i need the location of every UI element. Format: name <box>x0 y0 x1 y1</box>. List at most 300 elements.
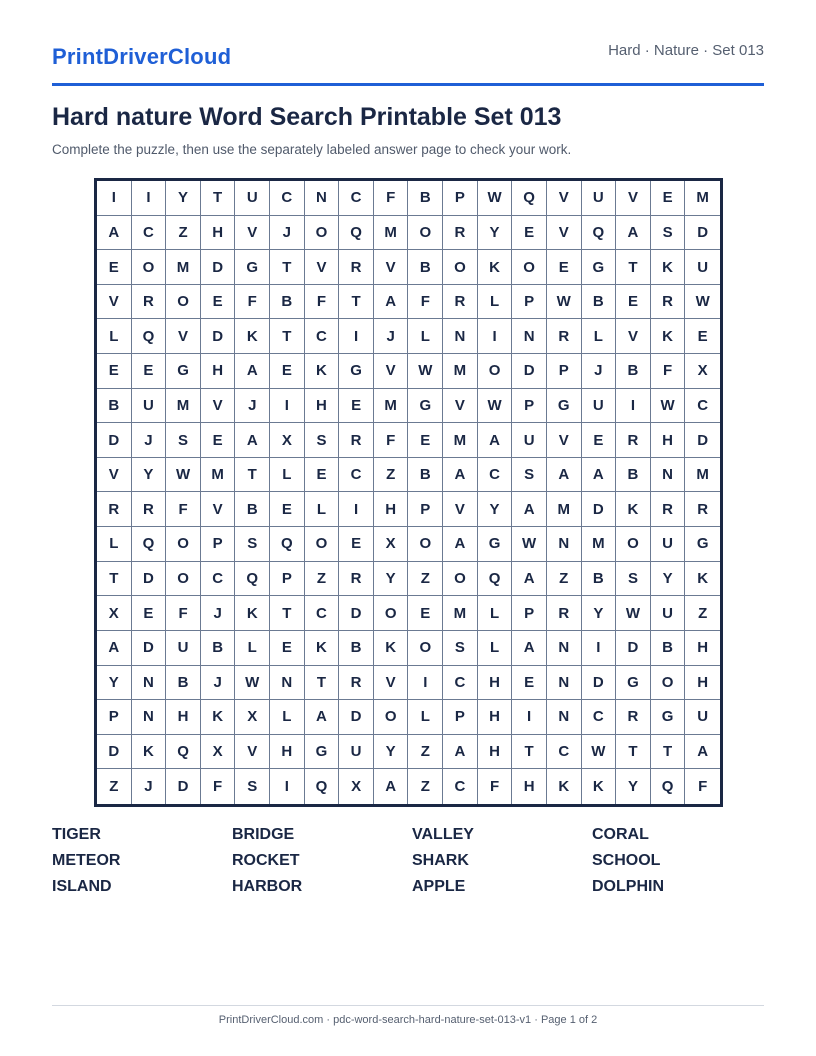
grid-cell[interactable]: S <box>235 527 270 562</box>
grid-cell[interactable]: Q <box>339 216 374 251</box>
grid-cell[interactable]: O <box>408 216 443 251</box>
grid-cell[interactable]: V <box>374 250 409 285</box>
grid-cell[interactable]: I <box>582 631 617 666</box>
grid-cell[interactable]: A <box>512 492 547 527</box>
grid-cell[interactable]: E <box>201 285 236 320</box>
grid-cell[interactable]: P <box>443 700 478 735</box>
grid-cell[interactable]: W <box>512 527 547 562</box>
grid-cell[interactable]: B <box>408 181 443 216</box>
grid-cell[interactable]: E <box>512 666 547 701</box>
grid-cell[interactable]: O <box>443 250 478 285</box>
grid-cell[interactable]: P <box>512 285 547 320</box>
grid-cell[interactable]: X <box>235 700 270 735</box>
grid-cell[interactable]: Y <box>478 492 513 527</box>
grid-cell[interactable]: Y <box>132 458 167 493</box>
grid-cell[interactable]: Q <box>270 527 305 562</box>
grid-cell[interactable]: X <box>339 769 374 804</box>
grid-cell[interactable]: Q <box>305 769 340 804</box>
grid-cell[interactable]: D <box>616 631 651 666</box>
grid-cell[interactable]: X <box>201 735 236 770</box>
grid-cell[interactable]: L <box>305 492 340 527</box>
grid-cell[interactable]: K <box>685 562 720 597</box>
grid-cell[interactable]: L <box>408 319 443 354</box>
grid-cell[interactable]: E <box>339 527 374 562</box>
grid-cell[interactable]: E <box>408 596 443 631</box>
grid-cell[interactable]: E <box>97 250 132 285</box>
grid-cell[interactable]: Q <box>512 181 547 216</box>
brand-logo[interactable]: PrintDriverCloud <box>52 44 232 69</box>
grid-cell[interactable]: M <box>201 458 236 493</box>
grid-cell[interactable]: R <box>651 285 686 320</box>
grid-cell[interactable]: V <box>616 319 651 354</box>
grid-cell[interactable]: E <box>651 181 686 216</box>
grid-cell[interactable]: R <box>616 700 651 735</box>
grid-cell[interactable]: C <box>305 596 340 631</box>
grid-cell[interactable]: P <box>512 389 547 424</box>
grid-cell[interactable]: T <box>270 250 305 285</box>
grid-cell[interactable]: F <box>374 423 409 458</box>
grid-cell[interactable]: M <box>443 354 478 389</box>
grid-cell[interactable]: P <box>201 527 236 562</box>
grid-cell[interactable]: O <box>651 666 686 701</box>
grid-cell[interactable]: E <box>685 319 720 354</box>
grid-cell[interactable]: Q <box>651 769 686 804</box>
grid-cell[interactable]: R <box>132 285 167 320</box>
grid-cell[interactable]: E <box>582 423 617 458</box>
grid-cell[interactable]: L <box>408 700 443 735</box>
grid-cell[interactable]: L <box>97 319 132 354</box>
grid-cell[interactable]: I <box>616 389 651 424</box>
grid-cell[interactable]: U <box>132 389 167 424</box>
grid-cell[interactable]: U <box>339 735 374 770</box>
grid-cell[interactable]: R <box>547 596 582 631</box>
grid-cell[interactable]: U <box>235 181 270 216</box>
grid-cell[interactable]: B <box>97 389 132 424</box>
grid-cell[interactable]: D <box>201 319 236 354</box>
grid-cell[interactable]: O <box>166 285 201 320</box>
grid-cell[interactable]: O <box>443 562 478 597</box>
grid-cell[interactable]: G <box>305 735 340 770</box>
grid-cell[interactable]: Z <box>547 562 582 597</box>
grid-cell[interactable]: I <box>339 492 374 527</box>
grid-cell[interactable]: A <box>685 735 720 770</box>
grid-cell[interactable]: L <box>270 700 305 735</box>
grid-cell[interactable]: L <box>235 631 270 666</box>
grid-cell[interactable]: D <box>166 769 201 804</box>
grid-cell[interactable]: I <box>132 181 167 216</box>
grid-cell[interactable]: A <box>443 735 478 770</box>
grid-cell[interactable]: I <box>512 700 547 735</box>
grid-cell[interactable]: D <box>97 423 132 458</box>
grid-cell[interactable]: Y <box>616 769 651 804</box>
grid-cell[interactable]: N <box>651 458 686 493</box>
grid-cell[interactable]: G <box>651 700 686 735</box>
grid-cell[interactable]: R <box>339 250 374 285</box>
grid-cell[interactable]: V <box>97 285 132 320</box>
grid-cell[interactable]: R <box>339 423 374 458</box>
grid-cell[interactable]: T <box>270 319 305 354</box>
grid-cell[interactable]: H <box>478 700 513 735</box>
grid-cell[interactable]: D <box>582 492 617 527</box>
grid-cell[interactable]: F <box>166 596 201 631</box>
grid-cell[interactable]: V <box>443 389 478 424</box>
grid-cell[interactable]: J <box>270 216 305 251</box>
grid-cell[interactable]: G <box>685 527 720 562</box>
grid-cell[interactable]: L <box>97 527 132 562</box>
grid-cell[interactable]: K <box>235 319 270 354</box>
grid-cell[interactable]: Z <box>97 769 132 804</box>
grid-cell[interactable]: M <box>166 389 201 424</box>
grid-cell[interactable]: C <box>685 389 720 424</box>
grid-cell[interactable]: I <box>408 666 443 701</box>
grid-cell[interactable]: N <box>132 700 167 735</box>
grid-cell[interactable]: F <box>651 354 686 389</box>
grid-cell[interactable]: I <box>97 181 132 216</box>
grid-cell[interactable]: M <box>166 250 201 285</box>
grid-cell[interactable]: U <box>685 700 720 735</box>
grid-cell[interactable]: Z <box>685 596 720 631</box>
grid-cell[interactable]: T <box>201 181 236 216</box>
grid-cell[interactable]: R <box>132 492 167 527</box>
grid-cell[interactable]: X <box>374 527 409 562</box>
grid-cell[interactable]: O <box>408 527 443 562</box>
grid-cell[interactable]: V <box>547 423 582 458</box>
grid-cell[interactable]: F <box>166 492 201 527</box>
grid-cell[interactable]: D <box>512 354 547 389</box>
grid-cell[interactable]: V <box>374 354 409 389</box>
grid-cell[interactable]: R <box>616 423 651 458</box>
grid-cell[interactable]: I <box>270 389 305 424</box>
grid-cell[interactable]: T <box>616 735 651 770</box>
grid-cell[interactable]: F <box>235 285 270 320</box>
grid-cell[interactable]: R <box>97 492 132 527</box>
grid-cell[interactable]: G <box>547 389 582 424</box>
grid-cell[interactable]: E <box>97 354 132 389</box>
grid-cell[interactable]: R <box>339 666 374 701</box>
grid-cell[interactable]: U <box>651 596 686 631</box>
grid-cell[interactable]: B <box>651 631 686 666</box>
grid-cell[interactable]: P <box>270 562 305 597</box>
grid-cell[interactable]: W <box>582 735 617 770</box>
grid-cell[interactable]: O <box>616 527 651 562</box>
grid-cell[interactable]: G <box>166 354 201 389</box>
grid-cell[interactable]: S <box>305 423 340 458</box>
grid-cell[interactable]: A <box>374 769 409 804</box>
grid-cell[interactable]: Z <box>305 562 340 597</box>
grid-cell[interactable]: M <box>582 527 617 562</box>
grid-cell[interactable]: Q <box>166 735 201 770</box>
grid-cell[interactable]: E <box>339 389 374 424</box>
grid-cell[interactable]: Q <box>132 527 167 562</box>
grid-cell[interactable]: U <box>512 423 547 458</box>
grid-cell[interactable]: O <box>408 631 443 666</box>
grid-cell[interactable]: S <box>651 216 686 251</box>
grid-cell[interactable]: Q <box>235 562 270 597</box>
grid-cell[interactable]: T <box>305 666 340 701</box>
grid-cell[interactable]: T <box>616 250 651 285</box>
grid-cell[interactable]: N <box>547 631 582 666</box>
grid-cell[interactable]: K <box>132 735 167 770</box>
grid-cell[interactable]: H <box>305 389 340 424</box>
grid-cell[interactable]: O <box>374 596 409 631</box>
grid-cell[interactable]: A <box>235 354 270 389</box>
grid-cell[interactable]: Y <box>374 735 409 770</box>
grid-cell[interactable]: S <box>512 458 547 493</box>
grid-cell[interactable]: C <box>305 319 340 354</box>
grid-cell[interactable]: L <box>582 319 617 354</box>
grid-cell[interactable]: C <box>547 735 582 770</box>
grid-cell[interactable]: H <box>685 631 720 666</box>
grid-cell[interactable]: R <box>685 492 720 527</box>
grid-cell[interactable]: Z <box>374 458 409 493</box>
grid-cell[interactable]: A <box>616 216 651 251</box>
grid-cell[interactable]: D <box>97 735 132 770</box>
grid-cell[interactable]: E <box>270 354 305 389</box>
grid-cell[interactable]: U <box>582 389 617 424</box>
grid-cell[interactable]: K <box>305 631 340 666</box>
grid-cell[interactable]: N <box>270 666 305 701</box>
grid-cell[interactable]: D <box>685 423 720 458</box>
grid-cell[interactable]: K <box>582 769 617 804</box>
grid-cell[interactable]: A <box>235 423 270 458</box>
grid-cell[interactable]: N <box>512 319 547 354</box>
grid-cell[interactable]: J <box>374 319 409 354</box>
grid-cell[interactable]: W <box>408 354 443 389</box>
grid-cell[interactable]: M <box>685 458 720 493</box>
grid-cell[interactable]: M <box>374 389 409 424</box>
grid-cell[interactable]: L <box>478 631 513 666</box>
grid-cell[interactable]: K <box>547 769 582 804</box>
grid-cell[interactable]: O <box>305 527 340 562</box>
grid-cell[interactable]: Y <box>97 666 132 701</box>
grid-cell[interactable]: G <box>582 250 617 285</box>
grid-cell[interactable]: F <box>478 769 513 804</box>
grid-cell[interactable]: E <box>305 458 340 493</box>
grid-cell[interactable]: T <box>270 596 305 631</box>
grid-cell[interactable]: U <box>685 250 720 285</box>
grid-cell[interactable]: M <box>685 181 720 216</box>
grid-cell[interactable]: P <box>512 596 547 631</box>
grid-cell[interactable]: O <box>374 700 409 735</box>
grid-cell[interactable]: Z <box>408 769 443 804</box>
grid-cell[interactable]: Q <box>132 319 167 354</box>
grid-cell[interactable]: E <box>270 631 305 666</box>
grid-cell[interactable]: V <box>305 250 340 285</box>
grid-cell[interactable]: W <box>235 666 270 701</box>
grid-cell[interactable]: H <box>685 666 720 701</box>
grid-cell[interactable]: T <box>651 735 686 770</box>
grid-cell[interactable]: A <box>512 562 547 597</box>
grid-cell[interactable]: W <box>616 596 651 631</box>
grid-cell[interactable]: O <box>512 250 547 285</box>
grid-cell[interactable]: E <box>132 354 167 389</box>
grid-cell[interactable]: B <box>201 631 236 666</box>
grid-cell[interactable]: P <box>443 181 478 216</box>
grid-cell[interactable]: G <box>478 527 513 562</box>
grid-cell[interactable]: Q <box>582 216 617 251</box>
grid-cell[interactable]: M <box>547 492 582 527</box>
grid-cell[interactable]: H <box>374 492 409 527</box>
grid-cell[interactable]: O <box>166 527 201 562</box>
grid-cell[interactable]: B <box>582 562 617 597</box>
grid-cell[interactable]: W <box>547 285 582 320</box>
grid-cell[interactable]: L <box>270 458 305 493</box>
grid-cell[interactable]: B <box>339 631 374 666</box>
grid-cell[interactable]: F <box>305 285 340 320</box>
grid-cell[interactable]: W <box>685 285 720 320</box>
grid-cell[interactable]: K <box>374 631 409 666</box>
grid-cell[interactable]: A <box>582 458 617 493</box>
grid-cell[interactable]: F <box>201 769 236 804</box>
grid-cell[interactable]: V <box>235 735 270 770</box>
grid-cell[interactable]: W <box>478 389 513 424</box>
grid-cell[interactable]: H <box>270 735 305 770</box>
grid-cell[interactable]: A <box>547 458 582 493</box>
grid-cell[interactable]: J <box>201 596 236 631</box>
grid-cell[interactable]: J <box>235 389 270 424</box>
grid-cell[interactable]: G <box>339 354 374 389</box>
grid-cell[interactable]: F <box>408 285 443 320</box>
grid-cell[interactable]: W <box>651 389 686 424</box>
grid-cell[interactable]: S <box>235 769 270 804</box>
grid-cell[interactable]: K <box>478 250 513 285</box>
grid-cell[interactable]: T <box>97 562 132 597</box>
grid-cell[interactable]: G <box>235 250 270 285</box>
grid-cell[interactable]: O <box>132 250 167 285</box>
grid-cell[interactable]: J <box>582 354 617 389</box>
grid-cell[interactable]: B <box>616 458 651 493</box>
grid-cell[interactable]: B <box>235 492 270 527</box>
grid-cell[interactable]: R <box>339 562 374 597</box>
grid-cell[interactable]: E <box>616 285 651 320</box>
grid-cell[interactable]: U <box>651 527 686 562</box>
grid-cell[interactable]: T <box>339 285 374 320</box>
grid-cell[interactable]: F <box>374 181 409 216</box>
grid-cell[interactable]: E <box>408 423 443 458</box>
grid-cell[interactable]: Y <box>374 562 409 597</box>
grid-cell[interactable]: D <box>685 216 720 251</box>
grid-cell[interactable]: Y <box>582 596 617 631</box>
grid-cell[interactable]: P <box>547 354 582 389</box>
grid-cell[interactable]: H <box>478 666 513 701</box>
grid-cell[interactable]: Q <box>478 562 513 597</box>
grid-cell[interactable]: X <box>685 354 720 389</box>
grid-cell[interactable]: J <box>132 423 167 458</box>
grid-cell[interactable]: H <box>201 354 236 389</box>
grid-cell[interactable]: C <box>201 562 236 597</box>
grid-cell[interactable]: J <box>201 666 236 701</box>
grid-cell[interactable]: Z <box>408 735 443 770</box>
grid-cell[interactable]: A <box>97 216 132 251</box>
grid-cell[interactable]: D <box>201 250 236 285</box>
grid-cell[interactable]: S <box>616 562 651 597</box>
grid-cell[interactable]: A <box>374 285 409 320</box>
grid-cell[interactable]: D <box>339 596 374 631</box>
grid-cell[interactable]: V <box>547 216 582 251</box>
grid-cell[interactable]: C <box>478 458 513 493</box>
grid-cell[interactable]: J <box>132 769 167 804</box>
grid-cell[interactable]: V <box>616 181 651 216</box>
grid-cell[interactable]: H <box>478 735 513 770</box>
grid-cell[interactable]: K <box>616 492 651 527</box>
grid-cell[interactable]: Y <box>651 562 686 597</box>
grid-cell[interactable]: O <box>166 562 201 597</box>
grid-cell[interactable]: A <box>443 458 478 493</box>
grid-cell[interactable]: V <box>166 319 201 354</box>
grid-cell[interactable]: N <box>305 181 340 216</box>
grid-cell[interactable]: B <box>166 666 201 701</box>
grid-cell[interactable]: E <box>512 216 547 251</box>
grid-cell[interactable]: L <box>478 285 513 320</box>
grid-cell[interactable]: D <box>339 700 374 735</box>
grid-cell[interactable]: O <box>478 354 513 389</box>
grid-cell[interactable]: T <box>235 458 270 493</box>
grid-cell[interactable]: V <box>201 492 236 527</box>
grid-cell[interactable]: N <box>443 319 478 354</box>
grid-cell[interactable]: W <box>166 458 201 493</box>
grid-cell[interactable]: V <box>443 492 478 527</box>
grid-cell[interactable]: I <box>478 319 513 354</box>
grid-cell[interactable]: F <box>698 778 708 796</box>
grid-cell[interactable]: R <box>547 319 582 354</box>
grid-cell[interactable]: S <box>443 631 478 666</box>
grid-cell[interactable]: M <box>443 423 478 458</box>
grid-cell[interactable]: E <box>201 423 236 458</box>
grid-cell[interactable]: V <box>374 666 409 701</box>
grid-cell[interactable]: D <box>582 666 617 701</box>
grid-cell[interactable]: K <box>651 250 686 285</box>
grid-cell[interactable]: K <box>201 700 236 735</box>
grid-cell[interactable]: R <box>651 492 686 527</box>
grid-cell[interactable]: C <box>132 216 167 251</box>
grid-cell[interactable]: A <box>97 631 132 666</box>
grid-cell[interactable]: U <box>582 181 617 216</box>
grid-cell[interactable]: X <box>97 596 132 631</box>
grid-cell[interactable]: D <box>132 562 167 597</box>
grid-cell[interactable]: K <box>305 354 340 389</box>
grid-cell[interactable]: H <box>651 423 686 458</box>
grid-cell[interactable]: A <box>305 700 340 735</box>
grid-cell[interactable]: E <box>547 250 582 285</box>
grid-cell[interactable]: K <box>235 596 270 631</box>
grid-cell[interactable]: C <box>339 458 374 493</box>
grid-cell[interactable]: W <box>478 181 513 216</box>
grid-cell[interactable]: B <box>408 250 443 285</box>
grid-cell[interactable]: H <box>166 700 201 735</box>
grid-cell[interactable]: U <box>166 631 201 666</box>
grid-cell[interactable]: L <box>478 596 513 631</box>
grid-cell[interactable]: T <box>512 735 547 770</box>
grid-cell[interactable]: H <box>201 216 236 251</box>
grid-cell[interactable]: O <box>305 216 340 251</box>
grid-cell[interactable]: D <box>132 631 167 666</box>
grid-cell[interactable]: C <box>339 181 374 216</box>
grid-cell[interactable]: A <box>478 423 513 458</box>
grid-cell[interactable]: N <box>547 527 582 562</box>
grid-cell[interactable]: M <box>374 216 409 251</box>
grid-cell[interactable]: C <box>270 181 305 216</box>
grid-cell[interactable]: C <box>582 700 617 735</box>
grid-cell[interactable]: A <box>512 631 547 666</box>
grid-cell[interactable]: I <box>339 319 374 354</box>
grid-cell[interactable]: R <box>443 216 478 251</box>
grid-cell[interactable]: E <box>270 492 305 527</box>
grid-cell[interactable]: V <box>547 181 582 216</box>
grid-cell[interactable]: S <box>166 423 201 458</box>
grid-cell[interactable]: A <box>443 527 478 562</box>
grid-cell[interactable]: C <box>443 666 478 701</box>
grid-cell[interactable]: B <box>616 354 651 389</box>
